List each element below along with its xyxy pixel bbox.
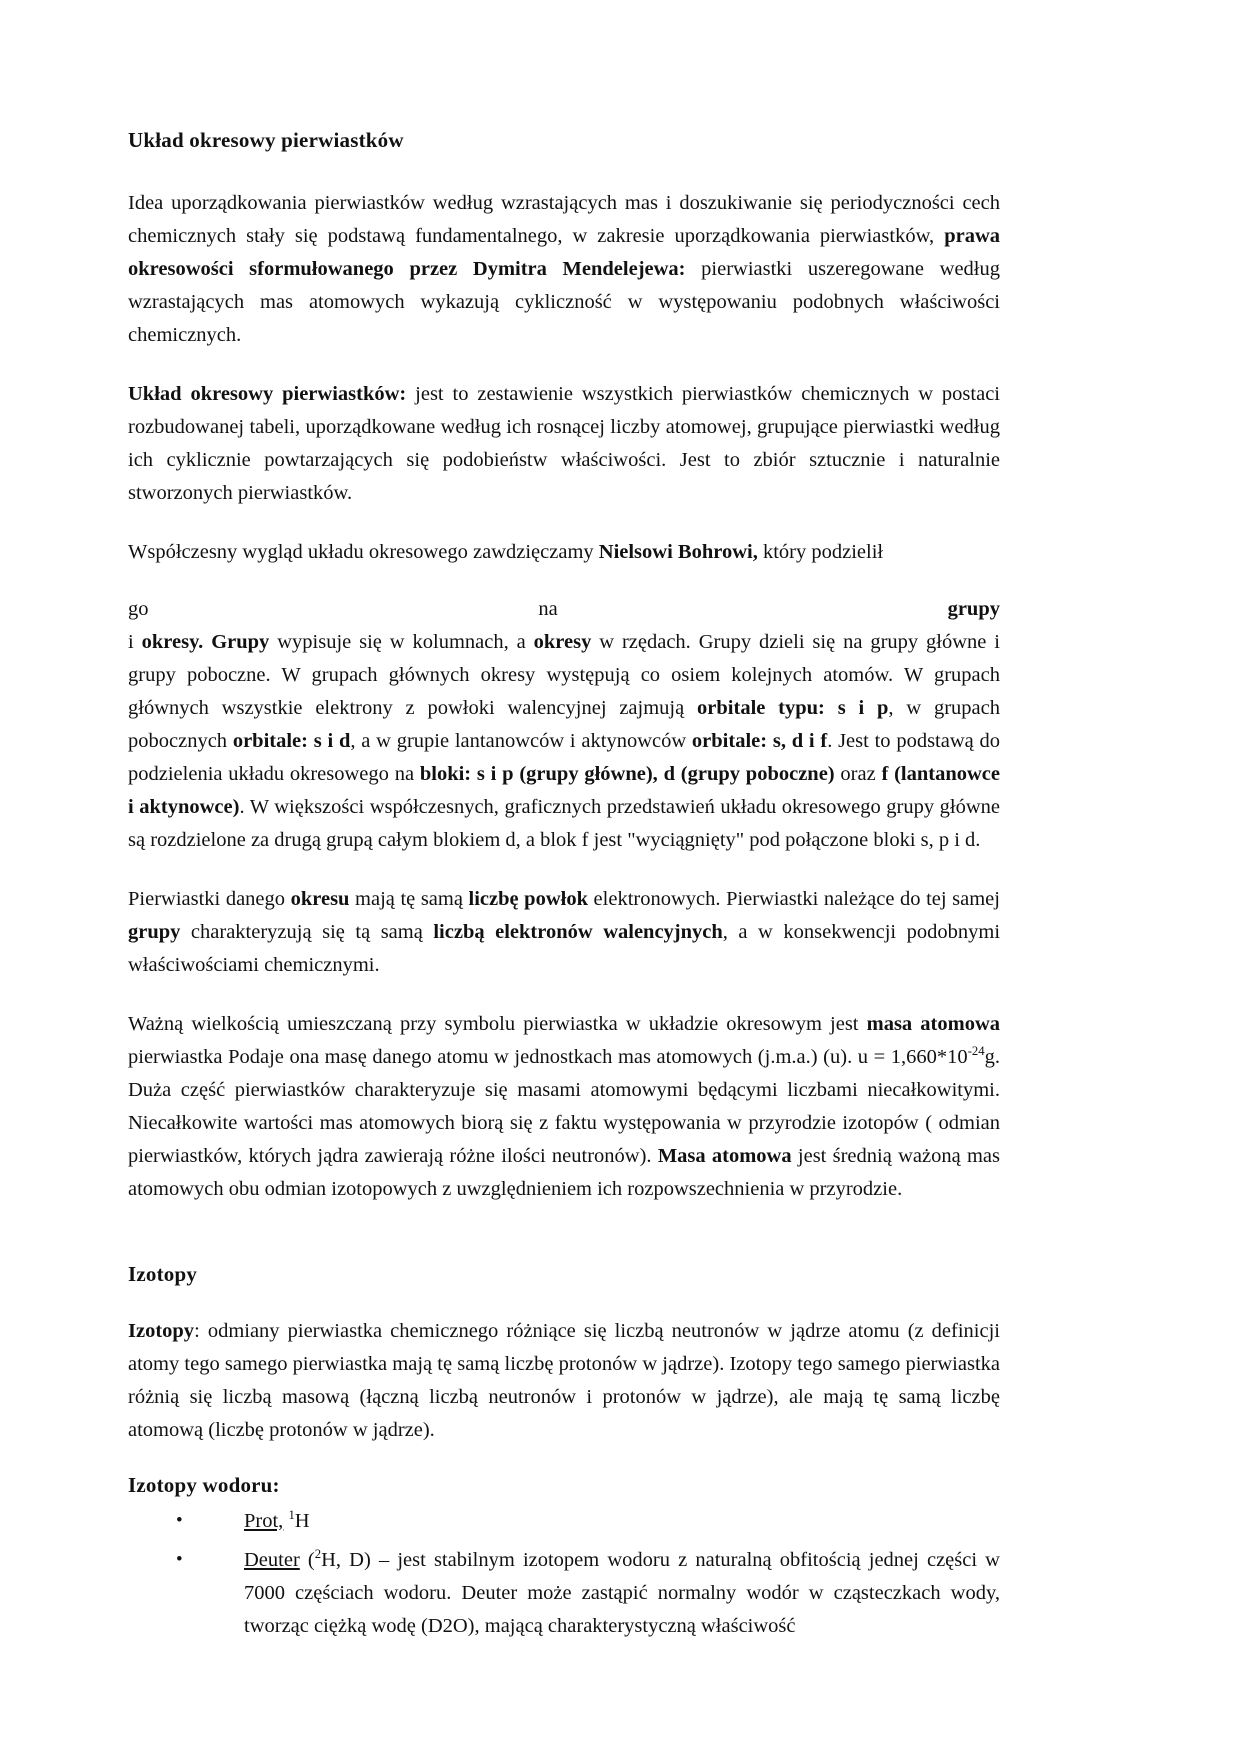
bold-run-okresu: okresu xyxy=(290,888,350,911)
bold-run-mendelejew: prawa okresowości sformułowanego przez Dymitra Mendelejewa: xyxy=(128,225,1000,281)
text-run: pierwiastka Podaje ona masę danego atomu w jednostkach mas atomowych (j.m.a.) (u). u = 1,660*10 xyxy=(128,1046,968,1069)
text-run: elektronowych. Pierwiastki należące do tej samej xyxy=(587,888,1000,911)
bold-run-masa-atomowa: masa atomowa xyxy=(866,1013,1000,1036)
text-run: jest średnią ważoną mas atomowych obu odmian izotopowych z uwzględnieniem ich rozpowszechnienia w przyrodzie. xyxy=(128,1145,1000,1201)
bold-run-bloki: bloki: s i p (grupy główne), d (grupy poboczne) xyxy=(419,763,835,786)
paragraph-bohr-lead xyxy=(128,536,1000,569)
paragraph-izotopy-definicja xyxy=(128,1315,1000,1447)
page-title: Układ okresowy pierwiastków xyxy=(128,128,404,152)
text-run: , a w grupie lantanowców i aktynowców xyxy=(350,730,692,753)
text-run: . Jest to podstawą do podzielenia układu okresowego na xyxy=(128,730,1001,786)
text-run: . W większości współczesnych, graficznych przedstawień układu okresowego grupy główne są rozdzielone za drugą grupą całym blokiem d, a blok f jest "wyciągnięty" pod połączone bloki s, p i d. xyxy=(128,796,1001,852)
isotope-list xyxy=(128,1505,1000,1643)
bold-run-masa-atomowa-2: Masa atomowa xyxy=(657,1145,792,1168)
bold-run-liczbe-powlok: liczbę powłok xyxy=(468,888,588,911)
paragraph-uklad-okresowy xyxy=(128,378,1000,510)
bold-run-uklad-okresowy: Układ okresowy pierwiastków: xyxy=(128,383,407,406)
paragraph-intro xyxy=(128,187,1000,352)
bold-run-izotopy: Izotopy xyxy=(128,1320,195,1343)
justified-stretch-line xyxy=(128,593,1000,626)
isotope-symbol: H xyxy=(294,1509,310,1532)
isotope-symbol: H, D) xyxy=(321,1548,371,1571)
isotope-description: – jest stabilnym izotopem wodoru z naturalną obfitością jednej części w 7000 częściach wodoru. Deuter może zastąpić normalny wodór w cząsteczkach wody, tworząc ciężką wodę (D2O), mającą charakterystyczną właściwość xyxy=(244,1548,1000,1637)
text-run: Idea uporządkowania pierwiastków według wzrastających mas i doszukiwanie się periodyczności cech chemicznych stały się podstawą fundamentalnego, w zakresie uporządkowania pierwiastków, xyxy=(128,192,1000,248)
text-run: , a w konsekwencji podobnymi właściwościami chemicznymi. xyxy=(128,921,1001,977)
bold-run-okresy: okresy xyxy=(533,631,592,654)
bold-run-okresy-grupy: okresy. Grupy xyxy=(141,631,270,654)
paragraph-masa-atomowa xyxy=(128,1008,1000,1206)
bold-run-orbitale-sd: orbitale: s i d xyxy=(232,730,351,753)
bold-run-elektrony-walencyjne: liczbą elektronów walencyjnych xyxy=(433,921,723,944)
mass-number-superscript: 2 xyxy=(314,1546,322,1561)
stretch-word-na: na xyxy=(538,598,558,621)
section-heading-izotopy: Izotopy xyxy=(128,1262,198,1287)
text-run: i xyxy=(128,631,142,654)
paragraph-grupy-okresy xyxy=(128,626,1000,857)
stretch-word-go: go xyxy=(128,598,149,621)
bold-run-lantanowce: f (lantanowce i aktynowce) xyxy=(128,763,1001,819)
text-run: pierwiastki uszeregowane według wzrastających mas atomowych wykazują cykliczność w występowaniu podobnych właściwości chemicznych. xyxy=(128,258,1000,347)
text-run: który podzielił xyxy=(757,541,884,564)
text-run: g. Duża część pierwiastków charakteryzuje się masami atomowymi będącymi liczbami niecałkowitymi. Niecałkowite wartości mas atomowych biorą się z faktu występowania w przyrodzie izotopów ( odmian pierwiastków, których jądra zawierają różne ilości neutronów). xyxy=(128,1046,1000,1168)
bold-run-orbitale-sp: orbitale typu: s i p xyxy=(697,697,889,720)
text-run: w rzędach. Grupy dzieli się na grupy główne i grupy poboczne. W grupach głównych okresy występują co osiem kolejnych atomów. W grupach głównych wszystkie elektrony z powłoki walencyjnej zajmują xyxy=(128,631,1001,720)
text-run: charakteryzują się tą samą xyxy=(180,921,434,944)
text-run: oraz xyxy=(834,763,882,786)
text-run: Współczesny wygląd układu okresowego zawdzięczamy xyxy=(128,541,599,564)
document-content xyxy=(128,128,1000,1643)
list-item xyxy=(128,1505,1000,1538)
text-run: wypisuje się w kolumnach, a xyxy=(269,631,534,654)
bold-run-orbitale-sdf: orbitale: s, d i f xyxy=(691,730,828,753)
text-run: Ważną wielkością umieszczaną przy symbolu pierwiastka w układzie okresowym jest xyxy=(128,1013,867,1036)
section-heading-izotopy-wodoru: Izotopy wodoru: xyxy=(128,1473,280,1498)
text-run: ( xyxy=(299,1548,315,1571)
bold-run-grupy: grupy xyxy=(128,921,181,944)
section-spacer xyxy=(128,1232,1000,1262)
list-item xyxy=(128,1544,1000,1643)
superscript-exponent: -24 xyxy=(967,1044,985,1059)
bold-run-bohr: Nielsowi Bohrowi, xyxy=(598,541,758,564)
isotope-name-deuter: Deuter xyxy=(244,1548,300,1571)
text-run: , w grupach pobocznych xyxy=(128,697,1000,753)
stretch-word-grupy: grupy xyxy=(947,598,1000,621)
text-run: jest to zestawienie wszystkich pierwiastków chemicznych w postaci rozbudowanej tabeli, uporządkowane według ich rosnącej liczby atomowej, grupujące pierwiastki według ich cyklicznie powtarzających się podobieństw właściwości. Jest to zbiór sztucznie i naturalnie stworzonych pierwiastków. xyxy=(128,383,1000,505)
isotope-name-prot: Prot, xyxy=(244,1509,284,1532)
text-run: Pierwiastki danego xyxy=(128,888,291,911)
text-run: : odmiany pierwiastka chemicznego różniące się liczbą neutronów w jądrze atomu (z definicji atomy tego samego pierwiastka mają tę samą liczbę protonów w jądrze). Izotopy tego samego pierwiastka różnią się liczbą masową (łączną liczbą neutronów i protonów w jądrze), ale mają tę samą liczbę atomową (liczbę protonów w jądrze). xyxy=(128,1320,1000,1442)
mass-number-superscript: 1 xyxy=(288,1507,295,1522)
paragraph-okresy-powloki xyxy=(128,883,1000,982)
text-run: mają tę samą xyxy=(349,888,469,911)
